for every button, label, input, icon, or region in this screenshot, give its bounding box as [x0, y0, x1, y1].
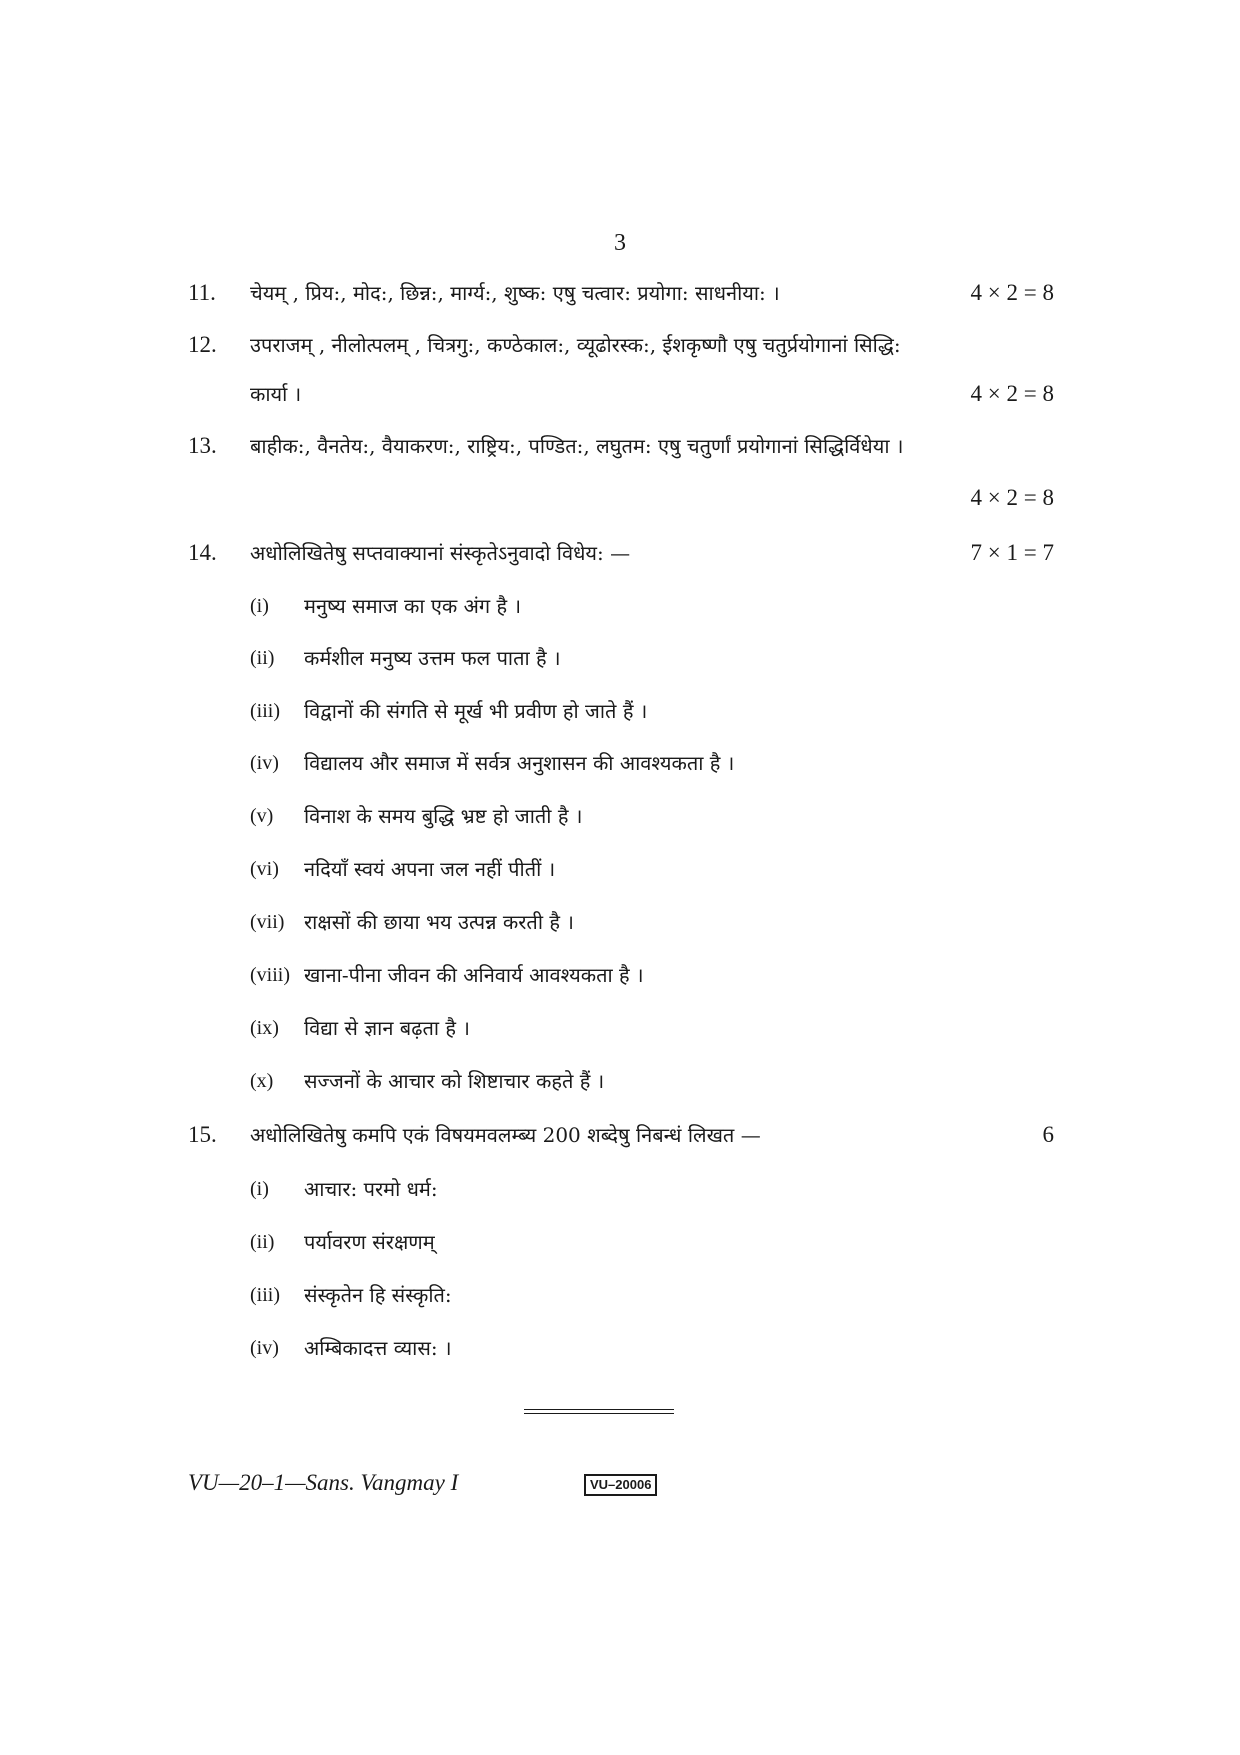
item-label: (iii)	[250, 700, 280, 722]
question-number: 12.	[188, 332, 217, 357]
question-text: कार्या ।	[250, 382, 302, 406]
question-number: 15.	[188, 1122, 217, 1147]
question-marks: 4 × 2 = 8	[970, 280, 1054, 305]
question-text: बाहीक:, वैनतेय:, वैयाकरण:, राष्ट्रिय:, पण्डित:, लघुतम: एषु चतुर्णां प्रयोगानां सिद्धिर्विधेया ।	[250, 434, 904, 458]
item-label: (iv)	[250, 752, 279, 774]
item-text: विनाश के समय बुद्धि भ्रष्ट हो जाती है ।	[304, 804, 583, 828]
item-text: विद्या से ज्ञान बढ़ता है ।	[304, 1016, 470, 1040]
question-marks: 4 × 2 = 8	[970, 381, 1054, 406]
question-number: 11.	[188, 280, 216, 305]
question-marks: 4 × 2 = 8	[970, 485, 1054, 510]
item-label: (x)	[250, 1070, 274, 1092]
item-text: सज्जनों के आचार को शिष्टाचार कहते हैं ।	[304, 1069, 605, 1093]
item-text: अम्बिकादत्त व्यास: ।	[304, 1336, 452, 1360]
item-text: खाना-पीना जीवन की अनिवार्य आवश्यकता है ।	[304, 963, 644, 987]
item-label: (vii)	[250, 911, 285, 933]
question-text: उपराजम् , नीलोत्पलम् , चित्रगु:, कण्ठेकाल:, व्यूढोरस्क:, ईशकृष्णौ एषु चतुर्प्रयोगानां सिद्धि:	[250, 333, 901, 357]
page-number: 3	[614, 230, 626, 256]
question-number: 14.	[188, 540, 217, 565]
question-marks: 7 × 1 = 7	[970, 540, 1054, 565]
end-rule-top	[524, 1409, 674, 1410]
question-text: चेयम् , प्रिय:, मोद:, छिन्न:, मार्ग्य:, शुष्क: एषु चत्वार: प्रयोगा: साधनीया: ।	[250, 281, 780, 305]
item-label: (iv)	[250, 1337, 279, 1359]
question-number: 13.	[188, 433, 217, 458]
item-label: (iii)	[250, 1284, 280, 1306]
item-text: आचार: परमो धर्म:	[304, 1177, 438, 1201]
item-text: राक्षसों की छाया भय उत्पन्न करती है ।	[304, 910, 574, 934]
question-text: अधोलिखितेषु कमपि एकं विषयमवलम्ब्य 200 शब्देषु निबन्धं लिखत —	[250, 1123, 761, 1147]
question-text: अधोलिखितेषु सप्तवाक्यानां संस्कृतेऽनुवादो विधेय: —	[250, 541, 631, 565]
item-label: (viii)	[250, 964, 290, 986]
paper-code: VU—20–1—Sans. Vangmay I	[188, 1470, 459, 1495]
item-label: (i)	[250, 1178, 269, 1200]
item-text: मनुष्य समाज का एक अंग है ।	[304, 594, 522, 618]
item-label: (ii)	[250, 647, 275, 669]
item-text: पर्यावरण संरक्षणम्	[304, 1230, 435, 1254]
item-text: संस्कृतेन हि संस्कृति:	[304, 1283, 452, 1307]
item-label: (v)	[250, 805, 274, 827]
item-text: विद्वानों की संगति से मूर्ख भी प्रवीण हो जाते हैं ।	[304, 699, 648, 723]
question-marks: 6	[1042, 1122, 1054, 1147]
item-label: (vi)	[250, 858, 279, 880]
item-label: (ix)	[250, 1017, 279, 1039]
item-text: विद्यालय और समाज में सर्वत्र अनुशासन की आवश्यकता है ।	[304, 751, 735, 775]
item-text: नदियाँ स्वयं अपना जल नहीं पीतीं ।	[304, 857, 556, 881]
end-rule-bottom	[524, 1413, 674, 1414]
item-label: (i)	[250, 595, 269, 617]
item-text: कर्मशील मनुष्य उत्तम फल पाता है ।	[304, 646, 561, 670]
item-label: (ii)	[250, 1231, 275, 1253]
paper-code-box: VU–20006	[584, 1474, 657, 1496]
